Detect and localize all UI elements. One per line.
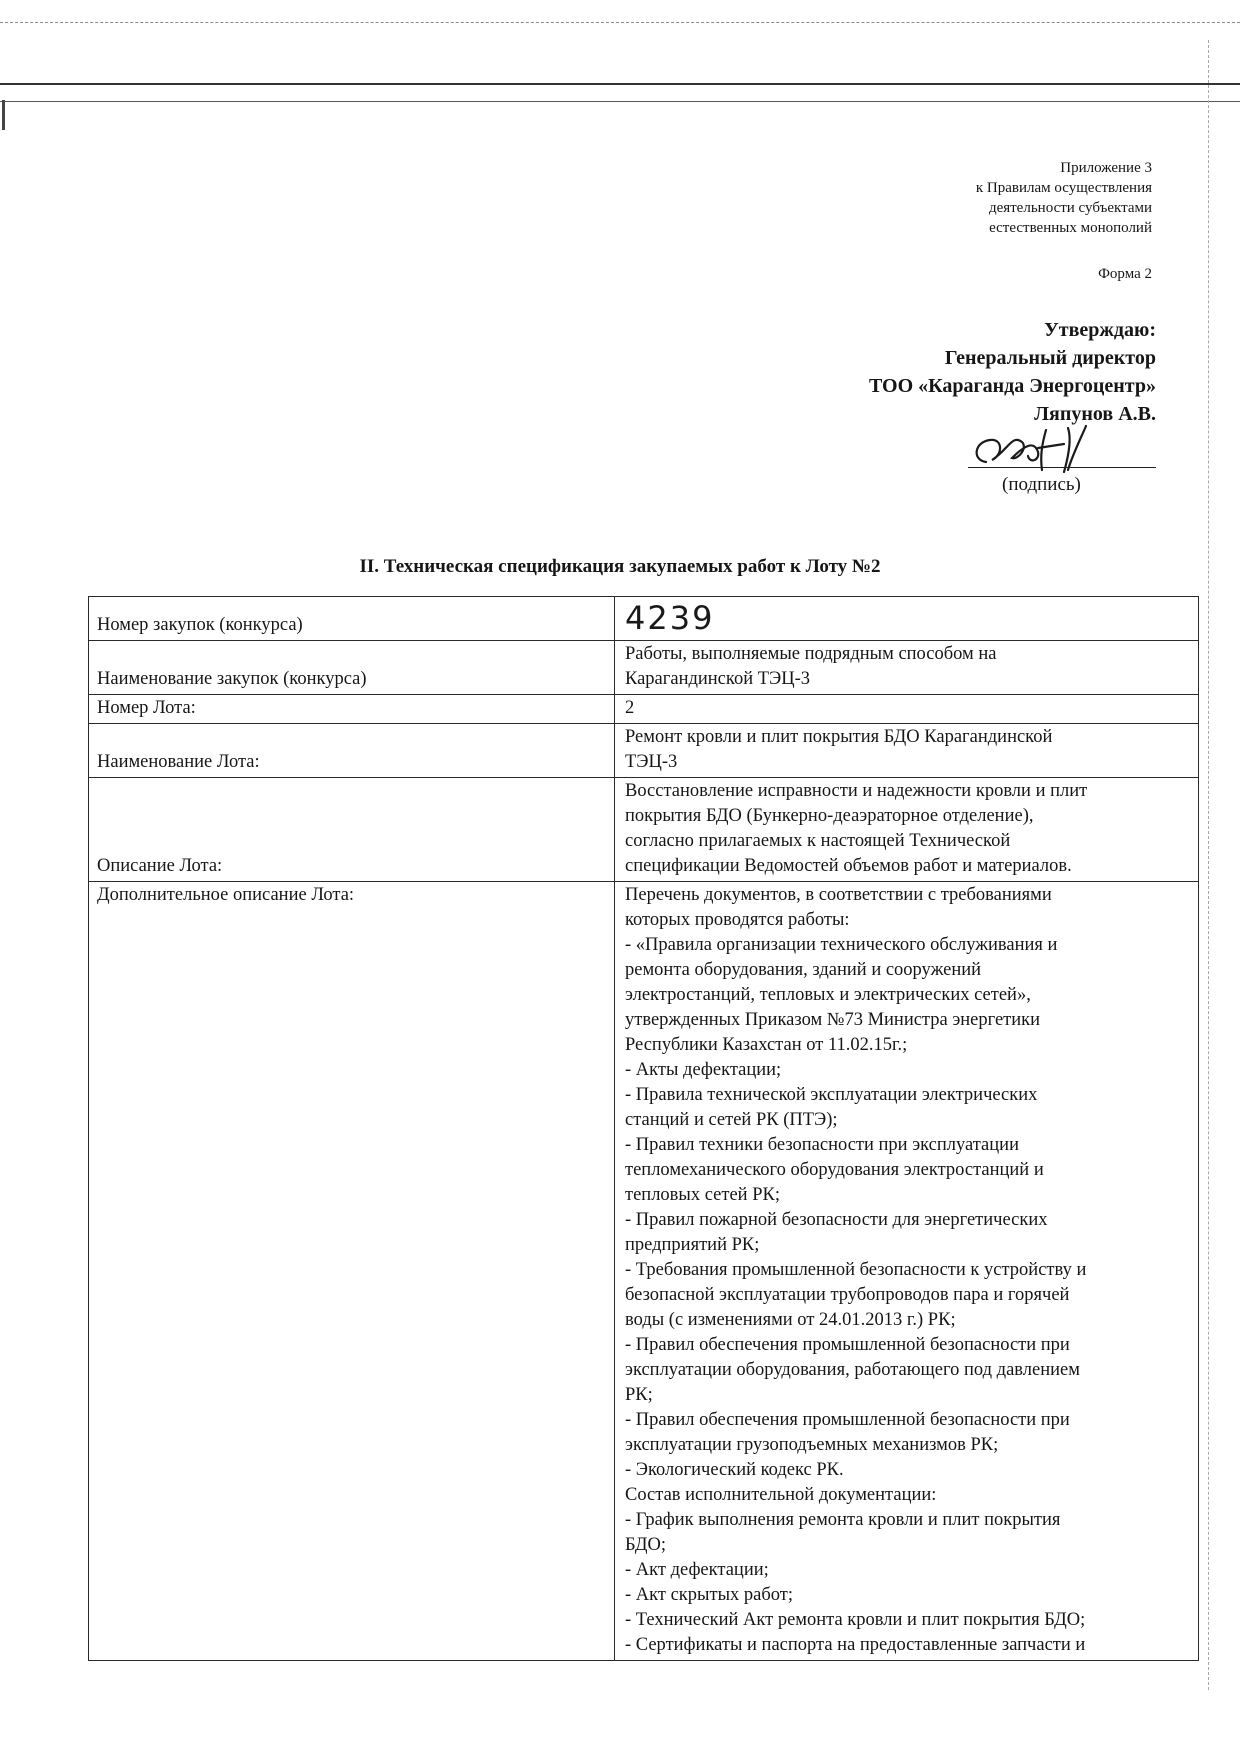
value-line: покрытия БДО (Бункерно-деаэраторное отделение),: [625, 806, 1034, 826]
value-line: согласно прилагаемых к настоящей Технической: [625, 831, 1011, 851]
value-line: электростанций, тепловых и электрических сетей»,: [625, 985, 1031, 1005]
table-row: [89, 641, 1199, 695]
scan-edge-line-thin: [0, 101, 1240, 102]
row-label: Наименование закупок (конкурса): [89, 641, 615, 695]
row-value: 2: [615, 695, 1199, 724]
value-line: Работы, выполняемые подрядным способом на: [625, 644, 997, 664]
value-line: - Правил обеспечения промышленной безопасности при: [625, 1410, 1070, 1430]
approval-block: [656, 316, 1156, 428]
table-row: [89, 778, 1199, 882]
table-row: [89, 695, 1199, 724]
value-line: спецификации Ведомостей объемов работ и материалов.: [625, 856, 1072, 876]
value-line: - График выполнения ремонта кровли и плит покрытия: [625, 1510, 1061, 1530]
value-line: - Акты дефектации;: [625, 1060, 782, 1080]
table-row: [89, 724, 1199, 778]
approval-person: Ляпунов А.В.: [1034, 403, 1156, 425]
row-value: [615, 882, 1199, 1661]
scan-edge-line: [0, 83, 1240, 85]
value-line: - Акт дефектации;: [625, 1560, 769, 1580]
value-line: которых проводятся работы:: [625, 910, 850, 930]
value-line: ТЭЦ-3: [625, 752, 678, 772]
table-row: [89, 597, 1199, 641]
value-line: Перечень документов, в соответствии с требованиями: [625, 885, 1052, 905]
value-line: - Правил пожарной безопасности для энергетических: [625, 1210, 1048, 1230]
row-label: Описание Лота:: [89, 778, 615, 882]
handwritten-signature: [968, 420, 1158, 480]
approval-heading: Утверждаю:: [1044, 319, 1156, 341]
table-row: [89, 882, 1199, 1661]
row-label: Наименование Лота:: [89, 724, 615, 778]
value-line: станций и сетей РК (ПТЭ);: [625, 1110, 838, 1130]
form-number: Форма 2: [1098, 266, 1152, 282]
value-line: эксплуатации грузоподъемных механизмов РК;: [625, 1435, 999, 1455]
approval-organization: ТОО «Караганда Энергоцентр»: [868, 375, 1156, 397]
section-title: II. Техническая спецификация закупаемых работ к Лоту №2: [359, 556, 881, 577]
signature-caption: (подпись): [1002, 474, 1081, 495]
value-line: Восстановление исправности и надежности кровли и плит: [625, 781, 1088, 801]
scan-edge-right: [1208, 40, 1209, 1690]
scan-edge-left: [2, 100, 5, 130]
value-line: предприятий РК;: [625, 1235, 760, 1255]
row-label: Номер закупок (конкурса): [89, 597, 615, 641]
value-line: Карагандинской ТЭЦ-3: [625, 669, 810, 689]
scan-edge-top: [0, 22, 1240, 23]
row-label: Номер Лота:: [89, 695, 615, 724]
approval-position: Генеральный директор: [944, 347, 1156, 369]
row-value: [615, 724, 1199, 778]
value-line: - Правил техники безопасности при эксплуатации: [625, 1135, 1019, 1155]
value-line: безопасной эксплуатации трубопроводов пара и горячей: [625, 1285, 1070, 1305]
specification-table: [88, 596, 1199, 1661]
value-line: Ремонт кровли и плит покрытия БДО Карагандинской: [625, 727, 1053, 747]
value-line: - Требования промышленной безопасности к устройству и: [625, 1260, 1087, 1280]
appendix-line: к Правилам осуществления: [975, 180, 1152, 196]
purchase-number-handwritten: 4239: [625, 599, 715, 637]
value-line: эксплуатации оборудования, работающего под давлением: [625, 1360, 1080, 1380]
value-line: - Экологический кодекс РК.: [625, 1460, 844, 1480]
value-line: - Правил обеспечения промышленной безопасности при: [625, 1335, 1070, 1355]
value-line: тепловых сетей РК;: [625, 1185, 780, 1205]
value-line: Республики Казахстан от 11.02.15г.;: [625, 1035, 908, 1055]
value-line: БДО;: [625, 1535, 667, 1555]
value-line: - «Правила организации технического обслуживания и: [625, 935, 1058, 955]
value-line: Состав исполнительной документации:: [625, 1485, 937, 1505]
row-value: [615, 597, 1199, 641]
appendix-line: деятельности субъектами: [988, 200, 1152, 216]
signature-line: [968, 467, 1156, 468]
value-line: воды (с изменениями от 24.01.2013 г.) РК;: [625, 1310, 956, 1330]
value-line: - Правила технической эксплуатации электрических: [625, 1085, 1038, 1105]
value-line: - Технический Акт ремонта кровли и плит покрытия БДО;: [625, 1610, 1086, 1630]
value-line: тепломеханического оборудования электростанций и: [625, 1160, 1044, 1180]
value-line: утвержденных Приказом №73 Министра энергетики: [625, 1010, 1041, 1030]
appendix-line: естественных монополий: [989, 220, 1152, 236]
value-line: - Акт скрытых работ;: [625, 1585, 793, 1605]
appendix-line: Приложение 3: [1060, 160, 1152, 176]
row-value: [615, 641, 1199, 695]
value-line: РК;: [625, 1385, 653, 1405]
value-line: ремонта оборудования, зданий и сооружений: [625, 960, 982, 980]
appendix-reference: [832, 158, 1152, 238]
row-label: Дополнительное описание Лота:: [89, 882, 615, 1661]
row-value: [615, 778, 1199, 882]
value-line: - Сертификаты и паспорта на предоставленные запчасти и: [625, 1635, 1086, 1655]
